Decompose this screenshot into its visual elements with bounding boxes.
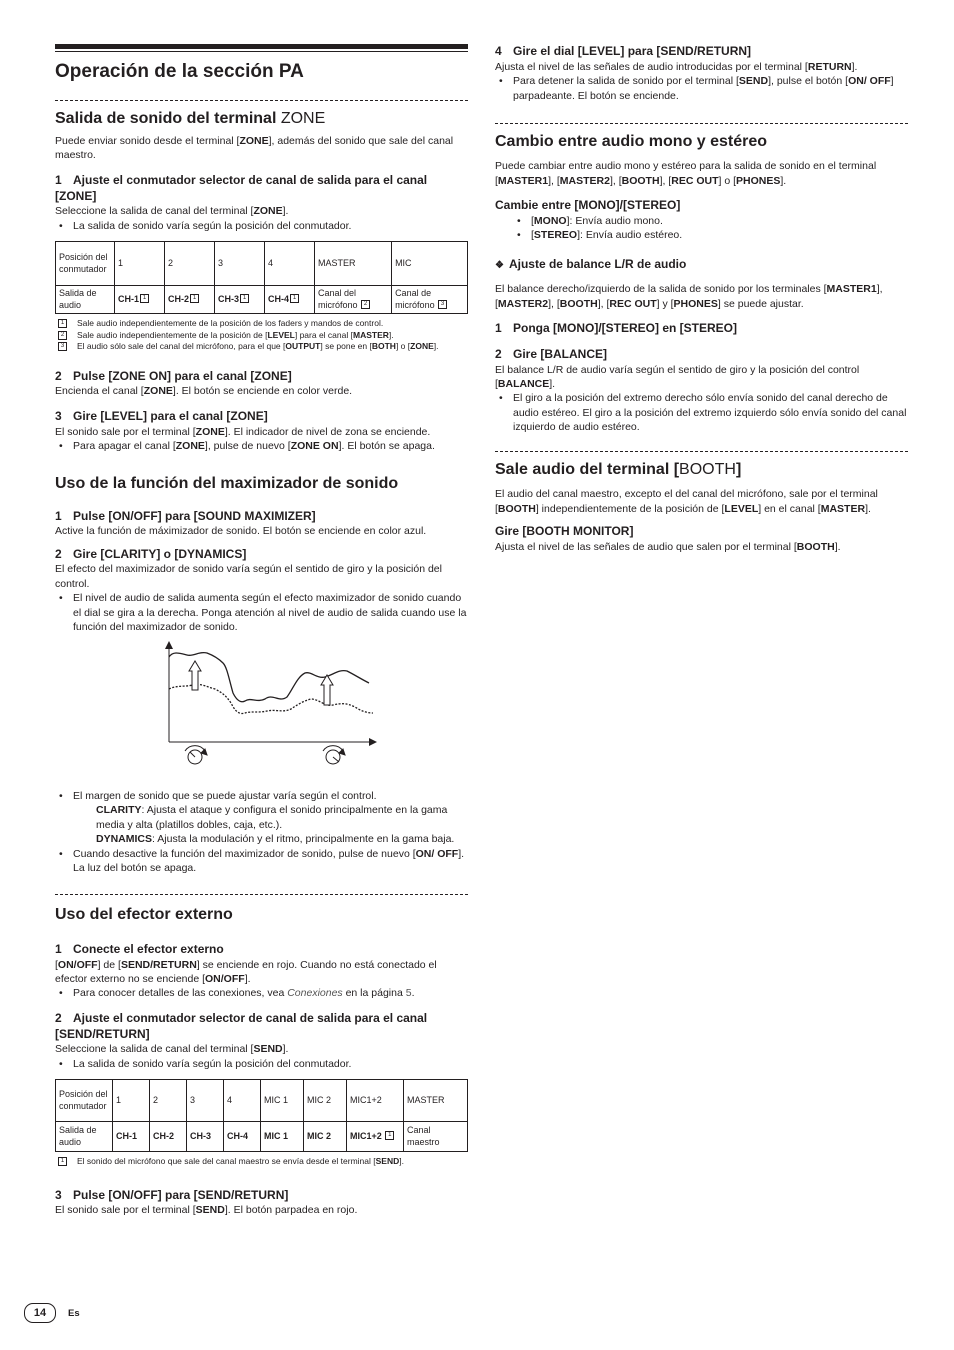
table-cell: CH-2 [150, 1122, 187, 1152]
table-header-cell: Posición del conmutador [56, 1080, 113, 1122]
zone-switch-table [55, 241, 468, 314]
table-footnotes [55, 1156, 468, 1167]
footnote: 1 Sale audio independientemente de la posición de los faders y mandos de control. [55, 318, 468, 329]
section-heading-booth: Sale audio del terminal [BOOTH] [495, 460, 742, 478]
bullet-item: • Para detener la salida de sonido por el terminal [SEND], pulse el botón [ON/ OFF] parpadeante. El botón se enciende. [495, 74, 908, 103]
bullet-item: • El margen de sonido que se puede ajustar varía según el control. [55, 789, 468, 803]
table-cell: 4 [265, 242, 315, 286]
connections-link[interactable]: Conexiones [287, 987, 343, 1000]
step-heading: 2 Gire [CLARITY] o [DYNAMICS] [55, 546, 247, 561]
table-cell: CH-4 [224, 1122, 261, 1152]
step-text: Ajusta el nivel de las señales de audio que salen por el terminal [BOOTH]. [495, 540, 841, 553]
graph-axes [169, 647, 373, 742]
table-cell: 1 [113, 1080, 150, 1122]
step-heading: 2 Gire [BALANCE] [495, 346, 608, 361]
bullet-item: • La salida de sonido varía según la posición del conmutador. [55, 219, 468, 233]
table-cell: MIC1+2 1 [347, 1122, 404, 1152]
table-header-cell: Salida de audio [56, 286, 115, 314]
table-cell: 2 [150, 1080, 187, 1122]
sub-heading: Gire [BOOTH MONITOR] [495, 524, 634, 539]
table-cell: MASTER [404, 1080, 468, 1122]
step-text: Seleccione la salida de canal del terminal [ZONE]. [55, 205, 289, 218]
step-text: El balance L/R de audio varía según el sentido de giro y la posición del control [BALANCE]. [495, 363, 860, 390]
step-heading: 2 Pulse [ZONE ON] para el canal [ZONE] [55, 368, 292, 383]
clarity-description: CLARITY: Ajusta el ataque y configura el sonido principalmente en la gama media y alta (platillos dobles, caja, etc.). [96, 804, 448, 831]
table-cell: CH-3 1 [215, 286, 265, 314]
step-text: Seleccione la salida de canal del terminal [SEND]. [55, 1043, 289, 1056]
bullet-item: • El nivel de audio de salida aumenta según el efecto maximizador de sonido cuando el dial se gira a la derecha. Ponga atención al nivel de audio de salida cuando use la función del maximizador de sonido. [55, 591, 468, 634]
page-number: 14 [24, 1303, 56, 1323]
table-header-cell: Salida de audio [56, 1122, 113, 1152]
footnote: 1 El sonido del micrófono que sale del canal maestro se envía desde el terminal [SEND]. [55, 1156, 468, 1167]
section-heading-maximizer: Uso de la función del maximizador de sonido [55, 474, 399, 492]
bullet-item: • Para apagar el canal [ZONE], pulse de nuevo [ZONE ON]. El botón se apaga. [55, 439, 468, 453]
bullet-item: • El giro a la posición del extremo derecho sólo envía sonido del canal derecho de audio estéreo. El giro a la posición del extremo izquierdo sólo envía sonido del canal izquierdo de audio estéreo. [495, 391, 908, 434]
table-cell: CH-1 [113, 1122, 150, 1152]
y-axis-arrow-icon [165, 641, 173, 649]
step-text: Ajusta el nivel de las señales de audio introducidas por el terminal [RETURN]. [495, 60, 858, 73]
bullet-item: • Para conocer detalles de las conexiones, vea Conexiones en la página 5. [55, 986, 468, 1000]
table-cell: MIC [392, 242, 468, 286]
table-cell: CH-4 1 [265, 286, 315, 314]
table-cell: MIC 2 [304, 1080, 347, 1122]
table-cell: MIC 1 [261, 1122, 304, 1152]
page-title: Operación de la sección PA [55, 61, 304, 82]
diamond-icon: ❖ [495, 259, 504, 271]
table-footnotes [55, 318, 468, 352]
step-heading: 1 Ajuste el conmutador selector de canal de salida para el canal [ZONE] [55, 172, 428, 203]
bullet-item: • [MONO]: Envía audio mono. [513, 214, 908, 228]
table-cell: 2 [165, 242, 215, 286]
dynamics-description: DYNAMICS: Ajusta la modulación y el ritmo, principalmente en la gama baja. [96, 833, 455, 846]
table-cell: 3 [187, 1080, 224, 1122]
title-rule [55, 44, 468, 52]
table-cell: MIC1+2 [347, 1080, 404, 1122]
right-column [495, 44, 908, 554]
table-cell: Canal maestro [404, 1122, 468, 1152]
step-heading: 1 Ponga [MONO]/[STEREO] en [STEREO] [495, 321, 737, 336]
dial-icon [185, 745, 207, 763]
step-text: Active la función de máximizador de sonido. El botón se enciende en color azul. [55, 525, 427, 538]
page-link[interactable]: 5 [405, 987, 412, 1000]
table-cell: 1 [115, 242, 165, 286]
language-code: Es [68, 1308, 80, 1319]
original-waveform [169, 684, 373, 713]
balance-text: El balance derecho/izquierdo de la salida de sonido por los terminales [MASTER1], [MASTER2], [BOOTH], [REC OUT] y [PHONES] se puede ajustar. [495, 283, 883, 310]
table-cell: 4 [224, 1080, 261, 1122]
bullet-item: • [STEREO]: Envía audio estéreo. [513, 228, 908, 242]
sub-heading: Cambie entre [MONO]/[STEREO] [495, 198, 681, 213]
step-text: El sonido sale por el terminal [SEND]. El botón parpadea en rojo. [55, 1204, 358, 1217]
table-cell: MIC 1 [261, 1080, 304, 1122]
table-cell: MASTER [315, 242, 392, 286]
table-cell: CH-1 1 [115, 286, 165, 314]
section-heading-zone: Salida de sonido del terminal ZONE [55, 109, 326, 127]
step-heading: 1 Conecte el efector externo [55, 941, 224, 956]
step-heading: 3 Gire [LEVEL] para el canal [ZONE] [55, 408, 268, 423]
section-heading-mono-stereo: Cambio entre audio mono y estéreo [495, 133, 768, 151]
footnote: 3 El audio sólo sale del canal del micrófono, para el que [OUTPUT] se pone en [BOTH] o [ZONE]. [55, 341, 468, 352]
table-cell: CH-3 [187, 1122, 224, 1152]
table-cell: Canal de micrófono 3 [392, 286, 468, 314]
bullet-item: • Cuando desactive la función del maximizador de sonido, pulse de nuevo [ON/ OFF]. La luz del botón se apaga. [55, 847, 468, 876]
step-text: Encienda el canal [ZONE]. El botón se enciende en color verde. [55, 385, 353, 398]
section-heading-external-effector: Uso del efector externo [55, 905, 233, 923]
table-cell: MIC 2 [304, 1122, 347, 1152]
step-text: El sonido sale por el terminal [ZONE]. El indicador de nivel de zona se enciende. [55, 425, 431, 438]
maximized-waveform [169, 652, 369, 701]
step-heading: 1 Pulse [ON/OFF] para [SOUND MAXIMIZER] [55, 508, 316, 523]
table-header-cell: Posición del conmutador [56, 242, 115, 286]
step-text: El efecto del maximizador de sonido varía según el sentido de giro y la posición del control. [55, 563, 442, 590]
maximizer-diagram [55, 639, 468, 789]
dial-icon [323, 745, 345, 763]
table-cell: Canal del micrófono 2 [315, 286, 392, 314]
boost-arrow-icon [189, 661, 333, 705]
zone-intro: Puede enviar sonido desde el terminal [ZONE], además del sonido que sale del canal maestro. [55, 134, 454, 162]
mono-stereo-intro: Puede cambiar entre audio mono y estéreo para la salida de sonido en el terminal [MASTER1], [MASTER2], [BOOTH], [REC OUT] o [PHONES]. [495, 160, 877, 187]
step-heading: 3 Pulse [ON/OFF] para [SEND/RETURN] [55, 1187, 289, 1202]
bullet-item: • La salida de sonido varía según la posición del conmutador. [55, 1057, 468, 1071]
booth-intro: El audio del canal maestro, excepto el del canal del micrófono, sale por el terminal [BOOTH] independientemente de la posición de [LEVEL] en el canal [MASTER]. [495, 488, 878, 515]
send-switch-table [55, 1079, 468, 1152]
step-text: [ON/OFF] de [SEND/RETURN] se enciende en rojo. Cuando no está conectado el efector externo no se enciende [ON/OFF]. [55, 958, 437, 985]
balance-heading: ❖ Ajuste de balance L/R de audio [495, 256, 687, 271]
footnote: 2 Sale audio independientemente de la posición de [LEVEL] para el canal [MASTER]. [55, 330, 468, 341]
step-heading: 2 Ajuste el conmutador selector de canal de salida para el canal [SEND/RETURN] [55, 1010, 428, 1041]
x-axis-arrow-icon [369, 738, 377, 746]
table-cell: CH-2 1 [165, 286, 215, 314]
step-heading: 4 Gire el dial [LEVEL] para [SEND/RETURN] [495, 44, 752, 58]
table-cell: 3 [215, 242, 265, 286]
left-column [55, 44, 468, 1218]
